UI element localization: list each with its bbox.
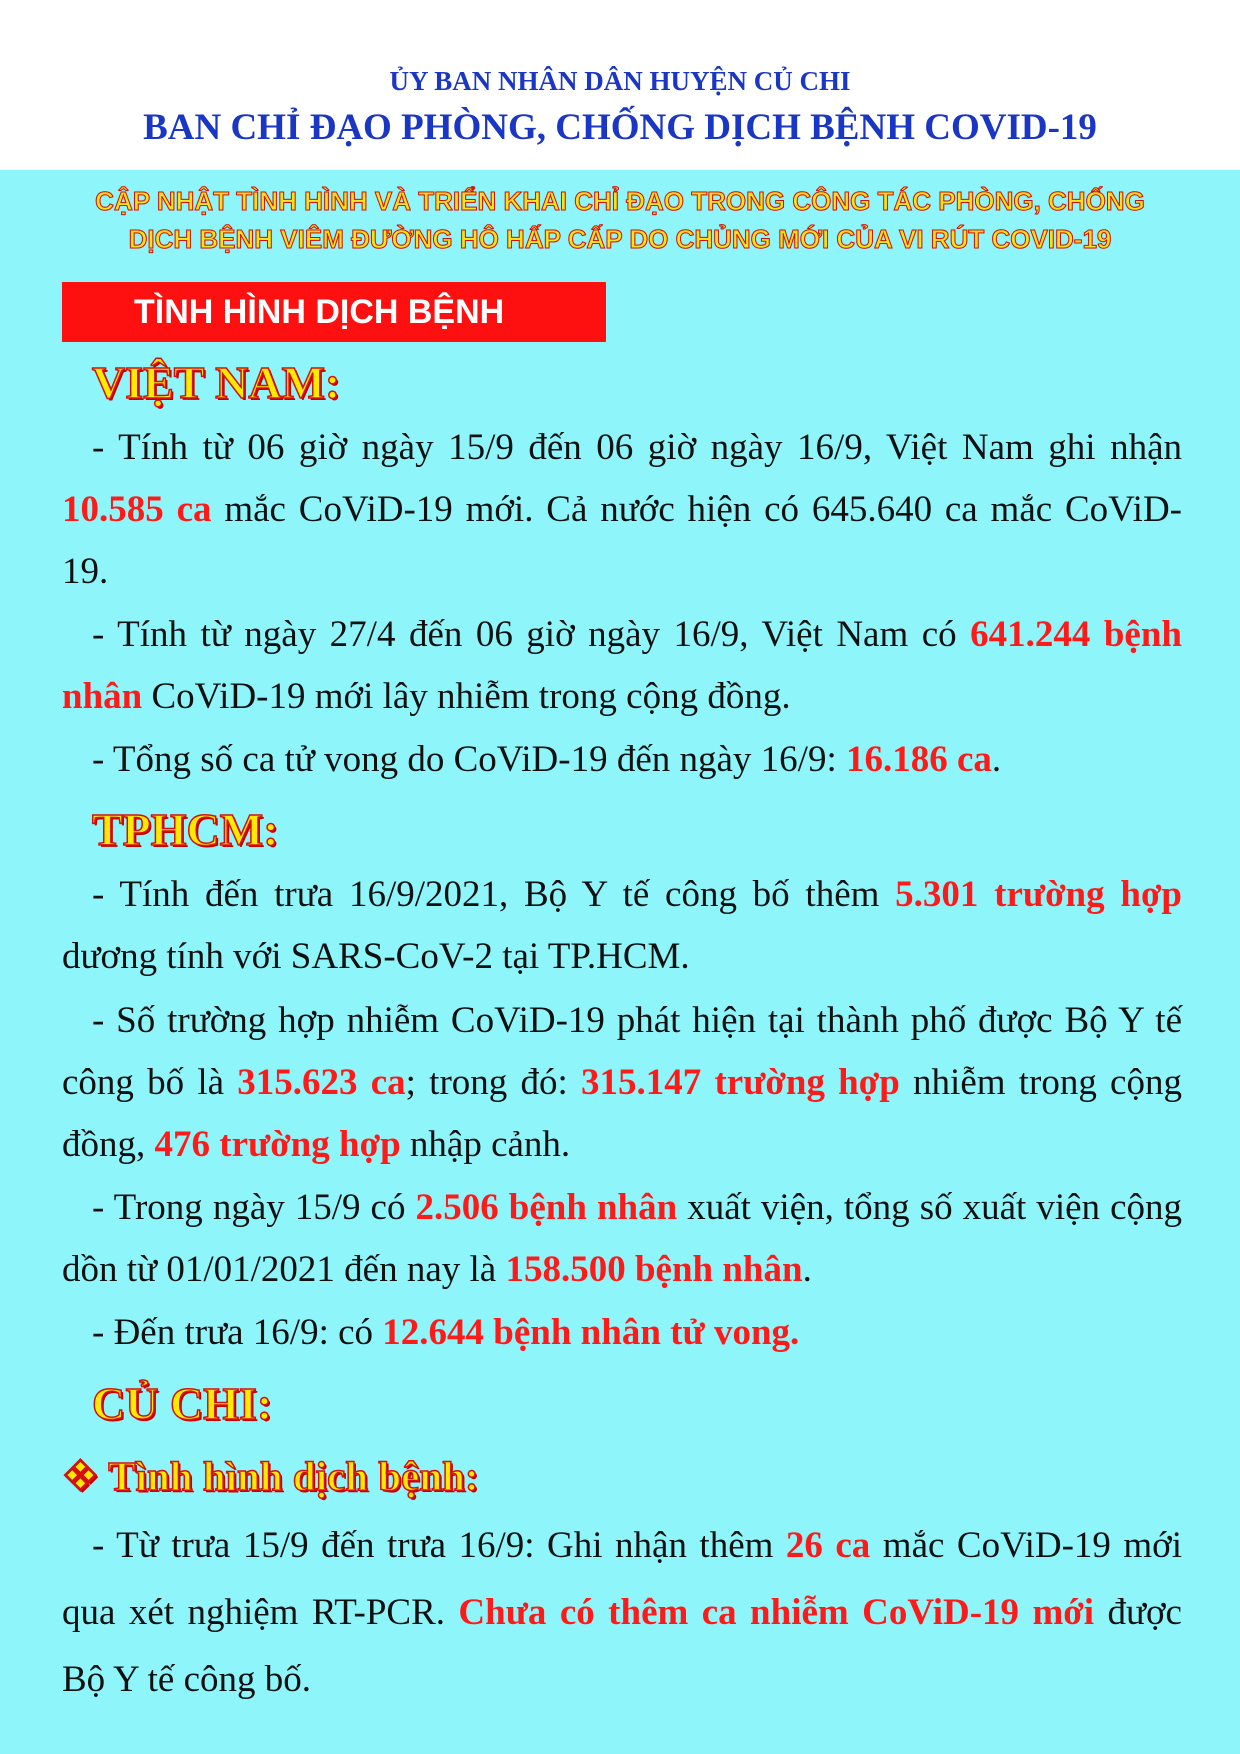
vietnam-paragraph-1: - Tính từ 06 giờ ngày 15/9 đến 06 giờ ngày 16/9, Việt Nam ghi nhận 10.585 ca mắc CoViD-19 mới. Cả nước hiện có 645.640 ca mắc CoViD-19.	[62, 427, 1182, 592]
heading-cuchi: CỦ CHI:	[92, 1378, 273, 1429]
tphcm-paragraph-2: - Số trường hợp nhiễm CoViD-19 phát hiện tại thành phố được Bộ Y tế công bố là 315.623 ca; trong đó: 315.147 trường hợp nhiễm trong cộng đồng, 476 trường hợp nhập cảnh.	[62, 1000, 1182, 1165]
banner-line-2: DỊCH BỆNH VIÊM ĐƯỜNG HÔ HẤP CẤP DO CHỦNG MỚI CỦA VI RÚT COVID-19	[128, 224, 1112, 254]
banner-line-1: CẬP NHẬT TÌNH HÌNH VÀ TRIỂN KHAI CHỈ ĐẠO TRONG CÔNG TÁC PHÒNG, CHỐNG	[95, 186, 1145, 216]
heading-vietnam: VIỆT NAM:	[92, 357, 341, 408]
subheading-epidemic-status: ❖ Tình hình dịch bệnh:	[62, 1453, 479, 1499]
header-committee: ỦY BAN NHÂN DÂN HUYỆN CỦ CHI	[389, 66, 851, 96]
tphcm-paragraph-1: - Tính đến trưa 16/9/2021, Bộ Y tế công bố thêm 5.301 trường hợp dương tính với SARS-CoV-2 tại TP.HCM.	[62, 874, 1183, 977]
document-header	[0, 0, 1240, 170]
header-steering-board: BAN CHỈ ĐẠO PHÒNG, CHỐNG DỊCH BỆNH COVID-19	[143, 107, 1097, 148]
vietnam-paragraph-3: - Tổng số ca tử vong do CoViD-19 đến ngày 16/9: 16.186 ca.	[92, 739, 1002, 780]
section-tag: TÌNH HÌNH DỊCH BỆNH	[62, 282, 606, 342]
tphcm-paragraph-3: - Trong ngày 15/9 có 2.506 bệnh nhân xuất viện, tổng số xuất viện cộng dồn từ 01/01/2021 đến nay là 158.500 bệnh nhân.	[62, 1187, 1182, 1290]
cuchi-paragraph-1: - Từ trưa 15/9 đến trưa 16/9: Ghi nhận thêm 26 ca mắc CoViD-19 mới qua xét nghiệm RT-PCR. Chưa có thêm ca nhiễm CoViD-19 mới được Bộ Y tế công bố.	[62, 1525, 1182, 1700]
tphcm-paragraph-4: - Đến trưa 16/9: có 12.644 bệnh nhân tử vong.	[92, 1312, 800, 1353]
heading-tphcm: TPHCM:	[92, 804, 279, 855]
vietnam-paragraph-2: - Tính từ ngày 27/4 đến 06 giờ ngày 16/9, Việt Nam có 641.244 bệnh nhân CoViD-19 mới lây nhiễm trong cộng đồng.	[62, 614, 1183, 717]
